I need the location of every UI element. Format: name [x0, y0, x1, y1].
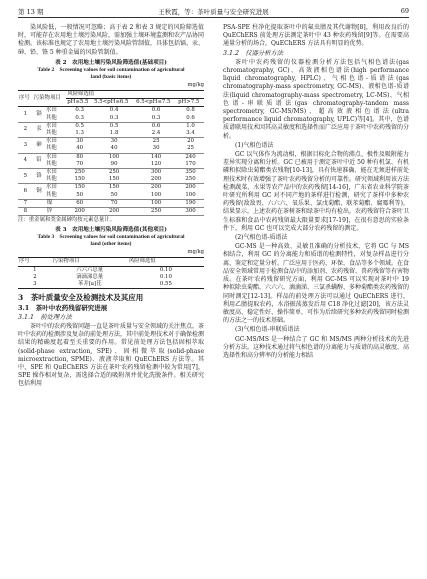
table2-cell-value: 30 — [110, 138, 118, 145]
table2-cell-item: 铜 — [36, 188, 42, 195]
table-row — [18, 115, 204, 123]
table3-cell: 2 — [33, 273, 37, 280]
table3-header-no: 序号 — [18, 258, 52, 266]
section-3-1-heading: 3.1 茶叶中农药残留研究进展 — [18, 304, 108, 313]
header-authors-title: 王秋霞，等：茶叶质量与安全研究进展 — [158, 8, 269, 16]
page-number: 69 — [400, 7, 409, 15]
section-3-1-1-heading: 3.1.1 前处理方法 — [18, 313, 72, 321]
table2-cell-value: 200 — [150, 176, 162, 183]
table2-cell-item: 镉 — [36, 111, 42, 118]
table-row — [18, 281, 204, 289]
table2-header-ph: 6.5<pH≤7.5 — [135, 99, 177, 107]
table2-cell-value: 0.5 — [75, 122, 84, 129]
right-paragraph-5: GC-MS/MS 是一种结合了 GC 和 MS/MS 两种分析技术的先进分析方法。这种技术通过将气相色谱的分离能力与质谱的高灵敏度、高选择性和高分辨率的分析能力相结 — [223, 335, 410, 359]
table2-header-ph: pH≤5.5 — [66, 99, 93, 107]
table2-cell-no: 1 — [23, 111, 28, 118]
table3-cell: 0.10 — [159, 273, 172, 280]
table3-unit: mg/kg — [187, 249, 204, 256]
table2-header-ph: 5.5<pH≤6.5 — [93, 99, 135, 107]
right-paragraph-1: PSA-SPE 柱净化提取茶叶中的氟虫腈及其代谢物[8]，利用改良后的 QuEChERS 前处理方法测定茶叶中 43 种农药残留[9]等。在需要高通量分析的场合，QuEChERS 方法具有明显的优势。 — [223, 24, 409, 48]
table2-cell-value: 40 — [76, 145, 84, 152]
table2-caption-en-2: land (basic items) — [90, 73, 132, 80]
table2-cell-no: 4 — [23, 157, 28, 164]
table2-header-no: 序号 — [18, 91, 33, 107]
subheading-gc-msms: (3)气相色谱-串联质谱法 — [235, 326, 300, 334]
table2-cell-value: 150 — [108, 184, 120, 191]
right-paragraph-3: GC 以气体作为流动相，根据目标化合物的沸点、极性及吸附能力差异实现分离和分析。GC 已被用于测定茶叶中近 50 种有机氯、有机磷和拟除虫菊酯类农残物[10-13]，具有快速准确、能在无须进样前处理技术时有效增强了茶叶农药残留分析的可靠性。研究领域利用该方法检测蔬菜、水果等农产品中的农药残留[14-16]，广东省农业科学院茶叶研究所利用 GC 对不同产地的茶样进行检测，研究了茶样中多种农药残留(敌敌畏、六六六、氧乐果、氯戊菊酯、联苯菊酯、腐霉利等)，结果显示，上述农药在茶树茶和绿茶中均有检出，农药残留符合茶叶卫生标准和食品中农药残留最大限量要求[17-19]，在很有意思的实验条件下，利用 GC 也可以完成大部分农药残留的测定。 — [223, 151, 410, 232]
section-3-heading: 3 茶叶质量安全及检测技术及其应用 — [18, 293, 144, 303]
table-row — [18, 130, 204, 138]
table2-cell-value: 190 — [185, 199, 196, 206]
table-row — [18, 199, 204, 207]
table2-cell-no: 5 — [23, 172, 28, 179]
table2-cell-value: 1.0 — [186, 122, 195, 129]
table2-cell-value: 70 — [76, 160, 84, 167]
right-column — [223, 24, 409, 360]
table2-header-ph: pH>7.5 — [177, 99, 204, 107]
table2-cell-value: 350 — [185, 169, 196, 176]
table2-cell-value: 300 — [150, 169, 162, 176]
table2-cell-no: 6 — [23, 188, 28, 195]
table-row — [18, 153, 204, 161]
table2-cell-land: 其他 — [46, 145, 57, 152]
table2-cell-value: 25 — [187, 145, 194, 152]
section-3-1-2-heading: 3.1.2 仪器分析方法 — [223, 49, 284, 57]
table2-cell-value: 250 — [150, 208, 162, 215]
table2-cell-value: 1.8 — [109, 130, 119, 137]
table2-cell-land: 水田 — [46, 138, 57, 145]
table2-body — [18, 107, 204, 216]
table-row — [18, 274, 204, 281]
table2-caption — [18, 60, 204, 81]
issue-number: 第 13 期 — [18, 8, 44, 16]
table3-cell: 六六六总量 — [76, 266, 104, 273]
table2-cell-no: 7 — [23, 199, 28, 206]
table2-cell-value: 0.5 — [109, 122, 119, 129]
table3-header-item: 污染物项目 — [52, 258, 128, 266]
table-row — [18, 208, 204, 216]
table2-cell-value: 0.6 — [151, 107, 161, 114]
table2-cell-item: 铅 — [36, 157, 42, 164]
table-row — [18, 176, 204, 184]
table2-cell-value: 70 — [110, 199, 118, 206]
table2-cell-value: 60 — [76, 199, 84, 206]
table2-cell-land: 水田 — [46, 169, 57, 176]
table3-caption-cn: 表 3 农用地土壤污染风险筛选值(其他项目) — [55, 227, 167, 234]
table2-cell-land: 水田 — [46, 122, 57, 129]
table2-caption-en-1: Table 2 Screening values for soil contamination of agricultural — [37, 66, 185, 73]
running-header — [18, 5, 409, 18]
table2-cell-value: 0.3 — [75, 107, 84, 114]
table2-note: 注：重金属和类金属砷均按元素总量计。 — [18, 217, 116, 224]
table2-cell-value: 20 — [187, 138, 194, 145]
table3-cell: 苯并[a]芘 — [77, 281, 102, 288]
table2-cell-value: 0.6 — [151, 122, 161, 129]
table2-cell-value: 140 — [150, 153, 162, 160]
table3-cell: 3 — [33, 281, 37, 288]
table2-cell-land: 水田 — [46, 184, 57, 191]
table-row — [18, 184, 204, 192]
table2-cell-land: 其他 — [46, 191, 57, 198]
table2-cell-value: 100 — [108, 153, 120, 160]
table2-cell-value: 3.4 — [186, 130, 195, 137]
table2-cell-value: 100 — [150, 191, 162, 198]
table2-cell-no: 3 — [23, 141, 28, 148]
table2-cell-no: 8 — [23, 208, 28, 215]
table2-header-group: 风险筛选值 — [66, 91, 204, 99]
table2-cell-item: 镍 — [46, 199, 53, 206]
table2-cell-value: 150 — [74, 176, 85, 183]
table2-caption-cn: 表 2 农用地土壤污染风险筛选值(基础项目) — [55, 59, 167, 66]
left-paragraph-1: 染风险低，一般情况可忽略；高于表 2 和表 3 规定的风险筛选值时，可能存在农用地土壤污染风险，需加强土壤环境监测和农产品协同检测。该标准也规定了农用地土壤污染风险管制值，具体包括镉、汞、砷、铅、铬 5 种重金属的风险管制值。 — [18, 24, 205, 56]
subheading-gc: (1)气相色谱法 — [235, 141, 274, 149]
table2-cell-value: 50 — [76, 191, 84, 198]
right-paragraph-2: 茶叶中农药残留的仪器检测分析方法包括气相色谱法(gas chromatography, GC)、高效液相色谱法(high performance liquid chromatography, HPLC)、气相色谱-质谱法(gas chromatography-mass spectrometry, GC-MS)、液相色谱-质谱法(liquid chromatography-mass spectrometry, LC-MS)、气相色谱-串联质谱法(gas chromatography-tandem mass spectrometry, GC-MS/MS)、超高效液相色谱法(ultra performance liquid chromatography, UPLC)等[4]。其中，色谱质谱联用技术因其高灵敏度和选择性而广泛应用于茶叶中农药残留的分析。 — [223, 58, 410, 140]
table2-cell-value: 200 — [74, 208, 85, 215]
table2-cell-no: 2 — [23, 126, 28, 133]
table2-cell-value: 0.3 — [75, 114, 84, 121]
table2-cell-item: 铬 — [36, 172, 42, 179]
table3 — [18, 257, 204, 289]
table2-cell-value: 0.4 — [109, 107, 119, 114]
table3-cell: 1 — [33, 266, 37, 273]
table2-header-item: 污染物项目 — [33, 91, 66, 107]
table2-unit: mg/kg — [187, 81, 204, 88]
left-column — [18, 24, 204, 389]
table2-cell-land: 水田 — [46, 153, 57, 160]
right-paragraph-4: GC-MS 是一种高效、灵敏且准确的分析技术，它将 GC 与 MS 相结合，利用 GC 的分离能力和质谱的检测特性，对复杂样品进行分离、鉴定和定量分析。广泛应用于医药、环保、食品等多个领域。在食品安全领域常用于检测食品中的添加剂、农药残留、兽药残留等有害物质。在茶叶农药残留研究方面，利用 GC-MS 可以实现对茶叶中 19 种拟除虫菊酯、六六六、滴滴涕、三氯杀螨醇、多种菊酯类农药残留的同时测定[12-13]。样品的前处理方法可以通过 QuEChERS 进行，利用乙腈提取农药，水浴振荡蒸发后用 C18 净化过滤[20]，该方法灵敏度高、稳定性好、操作简单，可作为后续研究多种农药残留同时检测的方法之一的技术基础。 — [223, 243, 410, 325]
table2-cell-land: 其他 — [46, 160, 57, 167]
table2-cell-value: 25 — [152, 138, 160, 145]
table2-cell-value: 200 — [108, 208, 120, 215]
table3-caption-en-1: Table 3 Screening values for soil contamination of agricultural — [37, 234, 185, 241]
subheading-gc-ms: (2)气相色谱-质谱法 — [235, 234, 288, 242]
table2-cell-item: 砷 — [36, 141, 42, 148]
table3-cell: 滴滴涕总量 — [76, 273, 104, 280]
table2-cell-land: 其他 — [46, 130, 57, 137]
table2-cell-value: 150 — [108, 176, 120, 183]
table2-cell-value: 40 — [110, 145, 118, 152]
table2-cell-value: 250 — [74, 169, 85, 176]
table-row — [18, 145, 204, 153]
table2-cell-value: 200 — [150, 184, 162, 191]
table2-cell-value: 300 — [185, 208, 196, 215]
table3-caption-en-2: land (other items) — [90, 241, 132, 248]
table2-cell-value: 250 — [185, 176, 196, 183]
table-row — [18, 192, 204, 200]
table2-cell-value: 50 — [110, 191, 118, 198]
table-row — [18, 266, 204, 274]
table3-cell: 0.55 — [159, 281, 172, 288]
table2-cell-land: 水田 — [46, 107, 57, 114]
table2-cell-value: 2.4 — [151, 130, 161, 137]
table2-cell-value: 170 — [185, 160, 196, 167]
table2-cell-item: 锌 — [46, 208, 53, 215]
table-row — [18, 161, 204, 169]
table2-cell-value: 80 — [76, 153, 84, 160]
table2-cell-value: 0.8 — [186, 107, 195, 114]
table2-cell-value: 100 — [185, 191, 196, 198]
table2-cell-land: 其他 — [46, 114, 57, 121]
table-row — [18, 122, 204, 130]
table-row — [18, 107, 204, 115]
table2-cell-value: 120 — [150, 160, 162, 167]
left-paragraph-2: 茶叶中的农药残留问题一直是茶叶质量与安全领域的关注焦点。茶叶中农药的检测涉及复杂的前处理方法，其中前处理技术对于确保检测结果的精确度起着至关重要的作用。常见前处理方法包括固相萃取(solid-phase extraction, SPE)、固相微萃取(solid-phase microextraction, SPME)、液液萃取和 QuEChERS 方法等。其中，SPE 和 QuEChERS 方法在茶叶农药残留检测中较为常用[7]，SPE 操作相对复杂，需选择合适的吸附剂并优化洗脱条件。相关研究包括利用 — [18, 322, 205, 388]
table2-cell-value: 30 — [76, 138, 84, 145]
table2-cell-value: 1.3 — [75, 130, 84, 137]
table3-header-value: 风险筛选值 — [128, 258, 204, 266]
table2-cell-land: 其他 — [46, 176, 57, 183]
table2-cell-value: 100 — [150, 199, 162, 206]
table2-cell-value: 150 — [74, 184, 85, 191]
table2-cell-value: 200 — [185, 184, 196, 191]
table2-cell-item: 汞 — [36, 126, 42, 133]
table3-caption — [18, 227, 204, 248]
table2-cell-value: 240 — [185, 153, 196, 160]
table2-cell-value: 0.6 — [186, 114, 195, 121]
table2-cell-value: 0.3 — [151, 114, 161, 121]
table3-cell: 0.10 — [159, 266, 172, 273]
table2-cell-value: 30 — [152, 145, 160, 152]
table2 — [18, 90, 204, 216]
table2-cell-value: 90 — [110, 160, 118, 167]
table2-cell-value: 250 — [108, 169, 120, 176]
table2-cell-value: 0.3 — [109, 114, 119, 121]
